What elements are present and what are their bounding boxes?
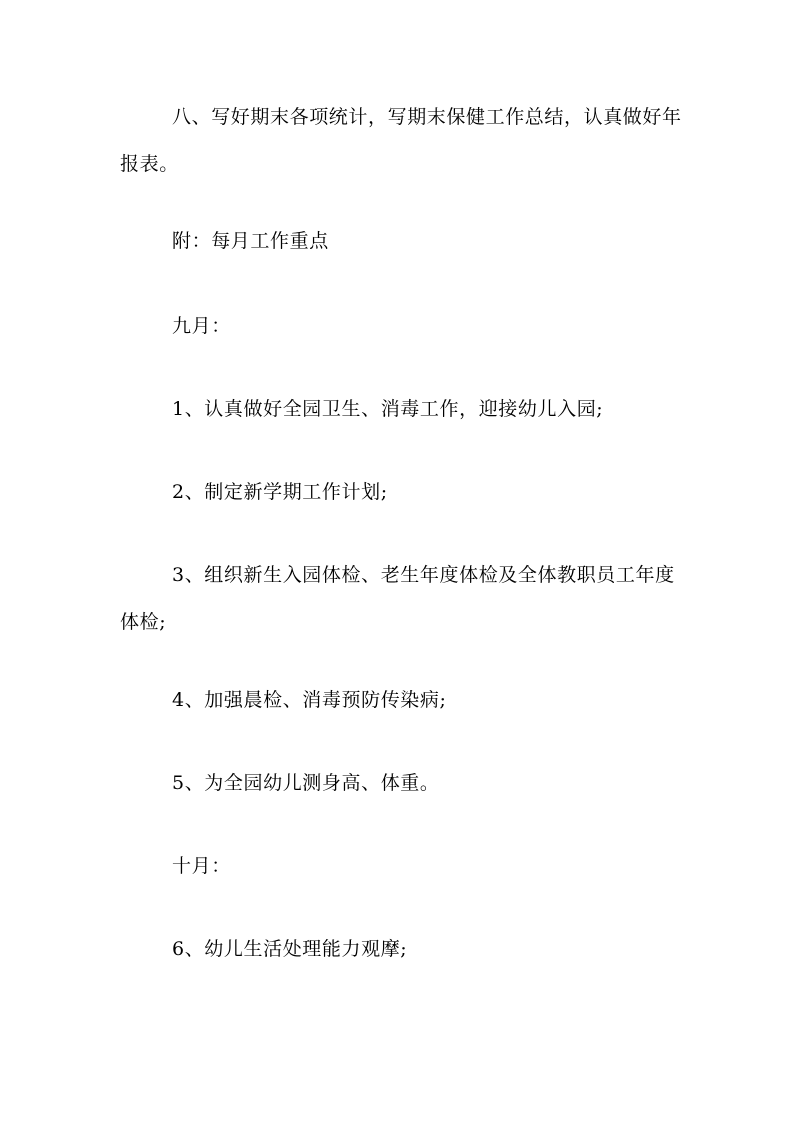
paragraph-item-2: 2、制定新学期工作计划; [172, 481, 388, 503]
paragraph-september-heading: 九月： [172, 315, 231, 337]
paragraph-october-heading: 十月： [172, 855, 231, 877]
paragraph-item-4: 4、加强晨检、消毒预防传染病; [172, 689, 447, 711]
paragraph-monthly-focus-heading: 附：每月工作重点 [172, 230, 329, 252]
paragraph-item-1: 1、认真做好全园卫生、消毒工作，迎接幼儿入园; [172, 398, 604, 420]
paragraph-item-3: 3、组织新生入园体检、老生年度体检及全体教职员工年度体检; [120, 564, 675, 633]
paragraph-item-5: 5、为全园幼儿测身高、体重。 [172, 772, 440, 794]
paragraph-item-8: 八、写好期末各项统计，写期末保健工作总结，认真做好年报表。 [120, 106, 682, 175]
paragraph-item-6: 6、幼儿生活处理能力观摩; [172, 938, 408, 960]
